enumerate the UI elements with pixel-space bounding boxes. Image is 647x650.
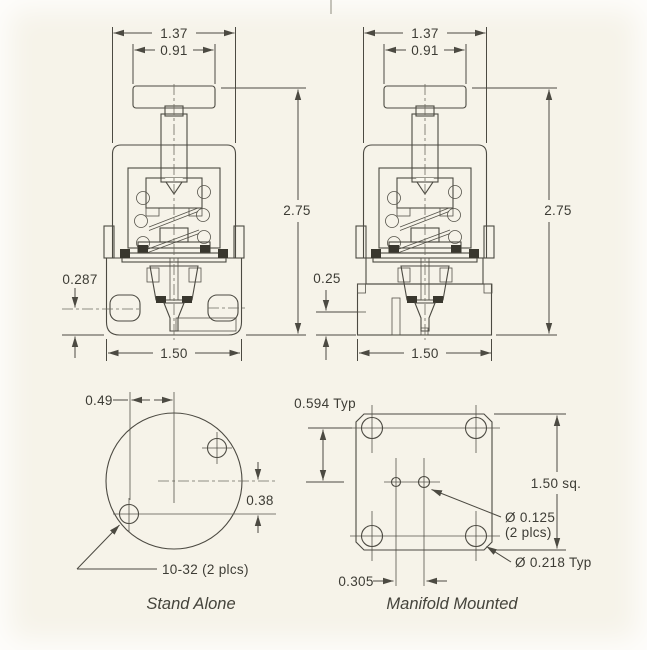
dim-label-width-knob-right: 0.91: [411, 43, 439, 58]
caption-stand-alone: Stand Alone: [146, 595, 236, 613]
dim-label-hole-spacing: 0.305: [338, 574, 374, 589]
dim-label-base-width-left: 1.50: [160, 346, 188, 361]
dimension-lines-stand-alone-bottom: [77, 400, 258, 569]
dim-label-center-hole-qty: (2 plcs): [505, 525, 552, 540]
dim-label-corner-hole-dia: Ø 0.218 Typ: [515, 555, 592, 570]
dim-label-base-width-right: 1.50: [411, 346, 439, 361]
dim-label-width-outer-right: 1.37: [411, 26, 439, 41]
dim-label-hole-offset-y: 0.38: [246, 493, 274, 508]
dim-label-port-height-left: 0.287: [62, 272, 98, 287]
view-manifold-bottom: [294, 396, 591, 613]
dimension-lines-manifold: [316, 27, 557, 361]
view-stand-alone-bottom: [77, 392, 276, 613]
dimension-lines-stand-alone: [62, 27, 306, 361]
dim-label-hole-offset-x: 0.49: [85, 393, 113, 408]
dim-label-square-size: 1.50 sq.: [530, 476, 582, 491]
dim-label-height-right: 2.75: [544, 203, 572, 218]
dim-label-width-outer-left: 1.37: [160, 26, 188, 41]
thread-note-label: 10-32 (2 plcs): [162, 562, 249, 577]
caption-manifold-mounted: Manifold Mounted: [386, 595, 518, 613]
dim-label-center-hole-dia: Ø 0.125: [505, 510, 556, 525]
dim-label-height-left: 2.75: [283, 203, 311, 218]
view-manifold-section: [313, 26, 571, 361]
dim-label-port-height-right: 0.25: [313, 271, 341, 286]
dim-label-corner-offset: 0.594 Typ: [294, 396, 356, 411]
view-stand-alone-section: [62, 26, 311, 361]
dim-label-width-knob-left: 0.91: [160, 43, 188, 58]
